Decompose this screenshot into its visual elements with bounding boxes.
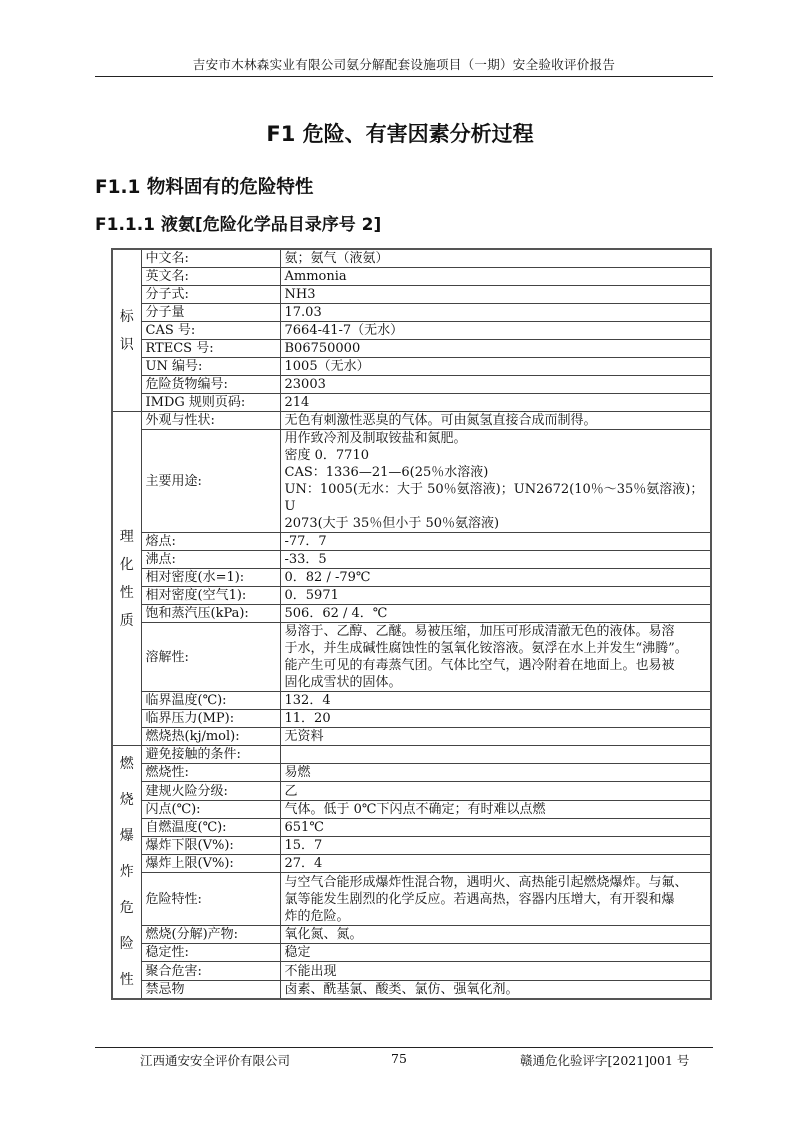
table-row (112, 837, 711, 855)
property-value: 1005（无水） (280, 358, 711, 376)
property-value: 23003 (280, 376, 711, 394)
property-value: 15．7 (280, 837, 711, 855)
category-cell (112, 412, 141, 746)
property-value: 氧化氮、氮。 (280, 926, 711, 944)
property-label: IMDG 规则页码: (141, 394, 280, 412)
property-label: 爆炸下限(V%): (141, 837, 280, 855)
value-line: 氯等能发生剧烈的化学反应。若遇高热，容器内压增大，有开裂和爆 (284, 891, 675, 907)
property-label: 危险特性: (141, 873, 280, 926)
property-label: 溶解性: (141, 623, 280, 692)
property-value: 27．4 (280, 855, 711, 873)
property-value: 乙 (280, 782, 711, 800)
category-char: 燃 (119, 756, 134, 772)
value-line: 与空气合能形成爆炸性混合物，遇明火、高热能引起燃烧爆炸。与氟、 (284, 874, 688, 890)
table-row (112, 268, 711, 286)
category-char: 质 (119, 612, 134, 629)
property-label: 饱和蒸汽压(kPa): (141, 605, 280, 623)
category-char: 烧 (119, 792, 134, 808)
table-row (112, 322, 711, 340)
value-line: 用作致冷剂及制取铵盐和氮肥。 (284, 431, 467, 446)
table-row (112, 962, 711, 980)
category-char: 炸 (119, 864, 134, 880)
page-header: 吉安市木林森实业有限公司氨分解配套设施项目（一期）安全验收评价报告 (192, 57, 616, 72)
property-label: 临界温度(℃): (141, 692, 280, 710)
table-row (112, 746, 711, 764)
property-label: 爆炸上限(V%): (141, 855, 280, 873)
property-label: 禁忌物 (141, 980, 280, 999)
table-row (112, 587, 711, 605)
value-line: 2073(大于 35％但小于 50％氨溶液) (284, 516, 500, 531)
table-row (112, 692, 711, 710)
property-value: 不能出现 (280, 962, 711, 980)
property-value: 214 (280, 394, 711, 412)
property-value: 132．4 (280, 692, 711, 710)
table-row (112, 249, 711, 268)
property-value: 17.03 (280, 304, 711, 322)
table-row (112, 873, 711, 926)
category-char: 险 (119, 936, 134, 952)
property-label: 沸点: (141, 551, 280, 569)
category-char: 识 (119, 336, 134, 353)
property-value: -77．7 (280, 533, 711, 551)
property-value: 易燃 (280, 764, 711, 782)
property-label: 聚合危害: (141, 962, 280, 980)
property-label: 外观与性状: (141, 412, 280, 430)
property-value: 气体。低于 0℃下闪点不确定；有时难以点燃 (280, 800, 711, 818)
category-cell (112, 746, 141, 1000)
property-label: 避免接触的条件: (141, 746, 280, 764)
table-row (112, 818, 711, 836)
table-row (112, 710, 711, 728)
property-label: 相对密度(水=1): (141, 569, 280, 587)
category-char: 危 (119, 900, 134, 916)
header-rule (95, 76, 713, 77)
property-label: 燃烧性: (141, 764, 280, 782)
property-value: 无资料 (280, 728, 711, 746)
subsection-heading: F1.1.1 液氨[危险化学品目录序号 2] (95, 215, 382, 235)
property-value (280, 623, 711, 692)
table-row (112, 304, 711, 322)
property-value: 0．5971 (280, 587, 711, 605)
property-value: 氨；氨气（液氨） (280, 249, 711, 268)
value-line: 于水，并生成碱性腐蚀性的氢氧化铵溶液。氨浮在水上并发生“沸腾”。 (284, 641, 688, 656)
table-row (112, 728, 711, 746)
property-value: 卤素、酰基氯、酸类、氯仿、强氧化剂。 (280, 980, 711, 999)
property-label: 闪点(℃): (141, 800, 280, 818)
property-label: 临界压力(MP): (141, 710, 280, 728)
table-row (112, 800, 711, 818)
property-label: 中文名: (141, 249, 280, 268)
property-value: 11．20 (280, 710, 711, 728)
footer-company: 江西通安安全评价有限公司 (140, 1053, 291, 1068)
value-line: 密度 0．7710 (284, 448, 369, 463)
property-label: 熔点: (141, 533, 280, 551)
property-label: 稳定性: (141, 944, 280, 962)
category-char: 理 (119, 528, 134, 545)
table-row (112, 358, 711, 376)
category-cell (112, 249, 141, 412)
property-value: 无色有刺激性恶臭的气体。可由氮氢直接合成而制得。 (280, 412, 711, 430)
table-row (112, 533, 711, 551)
table-row (112, 376, 711, 394)
property-value: 7664-41-7（无水） (280, 322, 711, 340)
table-row (112, 412, 711, 430)
table-row (112, 430, 711, 533)
value-line: 固化成雪状的固体。 (284, 675, 402, 690)
property-value: 651℃ (280, 818, 711, 836)
table-row (112, 286, 711, 304)
category-char: 爆 (119, 828, 134, 844)
property-label: 英文名: (141, 268, 280, 286)
property-label: 建规火险分级: (141, 782, 280, 800)
table-row (112, 782, 711, 800)
category-char: 化 (119, 556, 134, 573)
property-value (280, 873, 711, 926)
value-line: 易溶于、乙醇、乙醚。易被压缩，加压可形成清澈无色的液体。易溶 (284, 624, 675, 639)
hazard-properties-table (111, 248, 712, 1000)
category-char: 标 (119, 308, 134, 325)
table-row (112, 944, 711, 962)
table-row (112, 623, 711, 692)
property-value: 506．62 / 4．℃ (280, 605, 711, 623)
category-char: 性 (119, 584, 134, 601)
table-row (112, 569, 711, 587)
property-value: B06750000 (280, 340, 711, 358)
property-label: UN 编号: (141, 358, 280, 376)
property-label: 燃烧(分解)产物: (141, 926, 280, 944)
property-label: 燃烧热(kj/mol): (141, 728, 280, 746)
footer-doc-number: 赣通危化验评字[2021]001 号 (520, 1053, 690, 1068)
page-number: 75 (391, 1051, 407, 1066)
property-label: 主要用途: (141, 430, 280, 533)
category-char: 性 (119, 972, 134, 988)
property-value (280, 430, 711, 533)
table-row (112, 605, 711, 623)
property-label: 分子式: (141, 286, 280, 304)
value-line: UN：1005(无水：大于 50％氨溶液)；UN2672(10％～35％氨溶液)；U (284, 482, 704, 514)
table-row (112, 551, 711, 569)
table-row (112, 926, 711, 944)
property-label: 相对密度(空气1): (141, 587, 280, 605)
property-value: -33．5 (280, 551, 711, 569)
property-label: CAS 号: (141, 322, 280, 340)
chapter-title: F1 危险、有害因素分析过程 (266, 122, 534, 146)
property-label: 分子量 (141, 304, 280, 322)
property-value (280, 746, 711, 764)
section-heading: F1.1 物料固有的危险特性 (95, 177, 314, 198)
property-label: 危险货物编号: (141, 376, 280, 394)
value-line: 能产生可见的有毒蒸气团。气体比空气，遇冷附着在地面上。也易被 (284, 658, 675, 673)
property-label: 自燃温度(℃): (141, 818, 280, 836)
footer-rule (95, 1047, 713, 1048)
property-value: Ammonia (280, 268, 711, 286)
value-line: 炸的危险。 (284, 908, 350, 924)
property-label: RTECS 号: (141, 340, 280, 358)
property-value: NH3 (280, 286, 711, 304)
table-row (112, 340, 711, 358)
table-row (112, 980, 711, 999)
table-row (112, 764, 711, 782)
value-line: CAS：1336—21—6(25％水溶液) (284, 465, 489, 480)
table-row (112, 855, 711, 873)
property-value: 稳定 (280, 944, 711, 962)
property-value: 0．82 / -79℃ (280, 569, 711, 587)
table-row (112, 394, 711, 412)
